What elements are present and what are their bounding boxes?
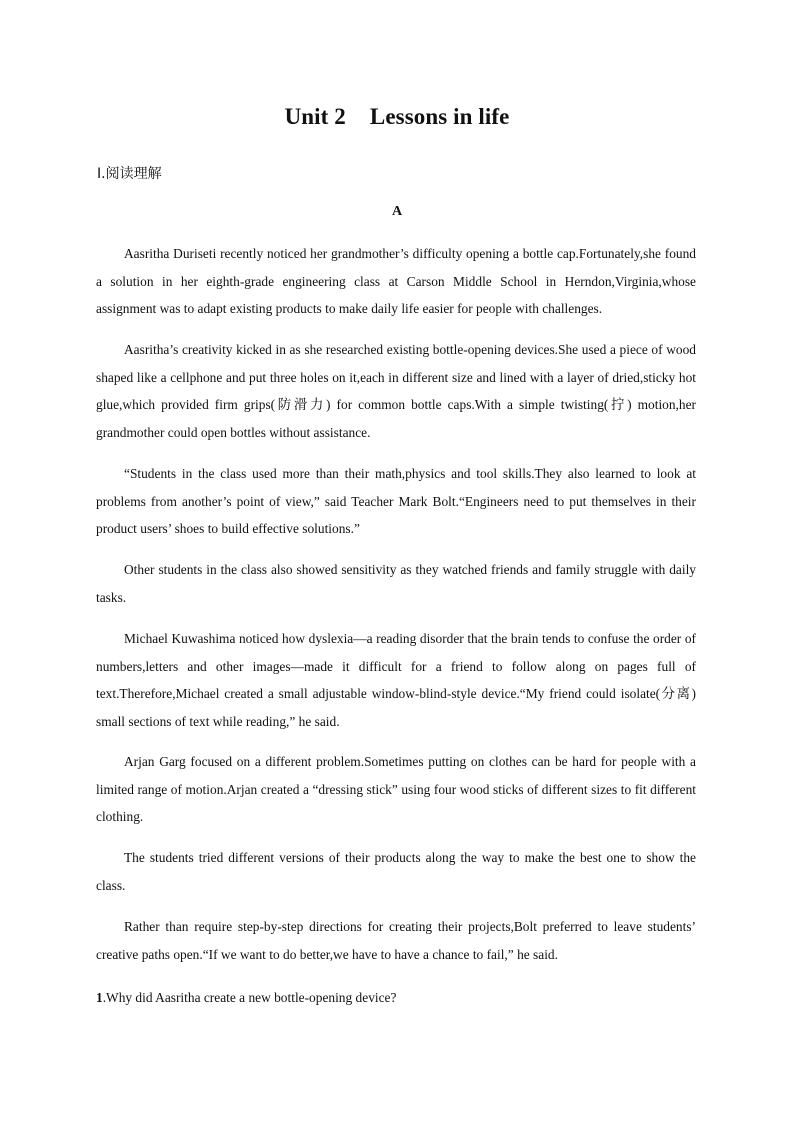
paragraph-2: Aasritha’s creativity kicked in as she researched existing bottle-opening devices.She used a piece of wood shaped like a cellphone and put three holes on it,each in different size and lined with a layer of dried,sticky hot glue,which provided firm grips(防滑力) for common bottle caps.With a simple twisting(拧) motion,her grandmother could open bottles without assistance. <box>96 342 696 440</box>
paragraph-7: The students tried different versions of their products along the way to make the best one to show the class. <box>96 850 696 893</box>
paragraph-1: Aasritha Duriseti recently noticed her grandmother’s difficulty opening a bottle cap.Fortunately,she found a solution in her eighth-grade engineering class at Carson Middle School in Herndon,Virginia,whose assignment was to adapt existing products to make daily life easier for people with challenges. <box>96 246 696 317</box>
title-topic: Lessons in life <box>369 104 510 129</box>
page-title <box>0 104 794 130</box>
question-text: .Why did Aasritha create a new bottle-opening device? <box>102 990 397 1005</box>
paragraph-6: Arjan Garg focused on a different problem.Sometimes putting on clothes can be hard for people with a limited range of motion.Arjan created a “dressing stick” using four wood sticks of different sizes to fit different clothing. <box>96 754 696 825</box>
section-heading: Ⅰ.阅读理解 <box>97 166 162 182</box>
paragraph-8: Rather than require step-by-step directions for creating their projects,Bolt preferred to leave students’ creative paths open.“If we want to do better,we have to have a chance to fail,” he said. <box>96 919 696 962</box>
question-1 <box>96 984 696 1012</box>
title-unit: Unit 2 <box>284 104 346 129</box>
paragraph-3: “Students in the class used more than their math,physics and tool skills.They also learned to look at problems from another’s point of view,” said Teacher Mark Bolt.“Engineers need to put themselves in their product users’ shoes to build effective solutions.” <box>96 466 696 537</box>
question-number: 1 <box>96 990 103 1005</box>
paragraph-4: Other students in the class also showed sensitivity as they watched friends and family struggle with daily tasks. <box>96 562 696 605</box>
passage-label: A <box>391 204 403 219</box>
paragraph-5: Michael Kuwashima noticed how dyslexia—a reading disorder that the brain tends to confuse the order of numbers,letters and other images—made it difficult for a friend to follow along on pages full of text.Therefore,Michael created a small adjustable window-blind-style device.“My friend could isolate(分离) small sections of text while reading,” he said. <box>96 631 696 729</box>
